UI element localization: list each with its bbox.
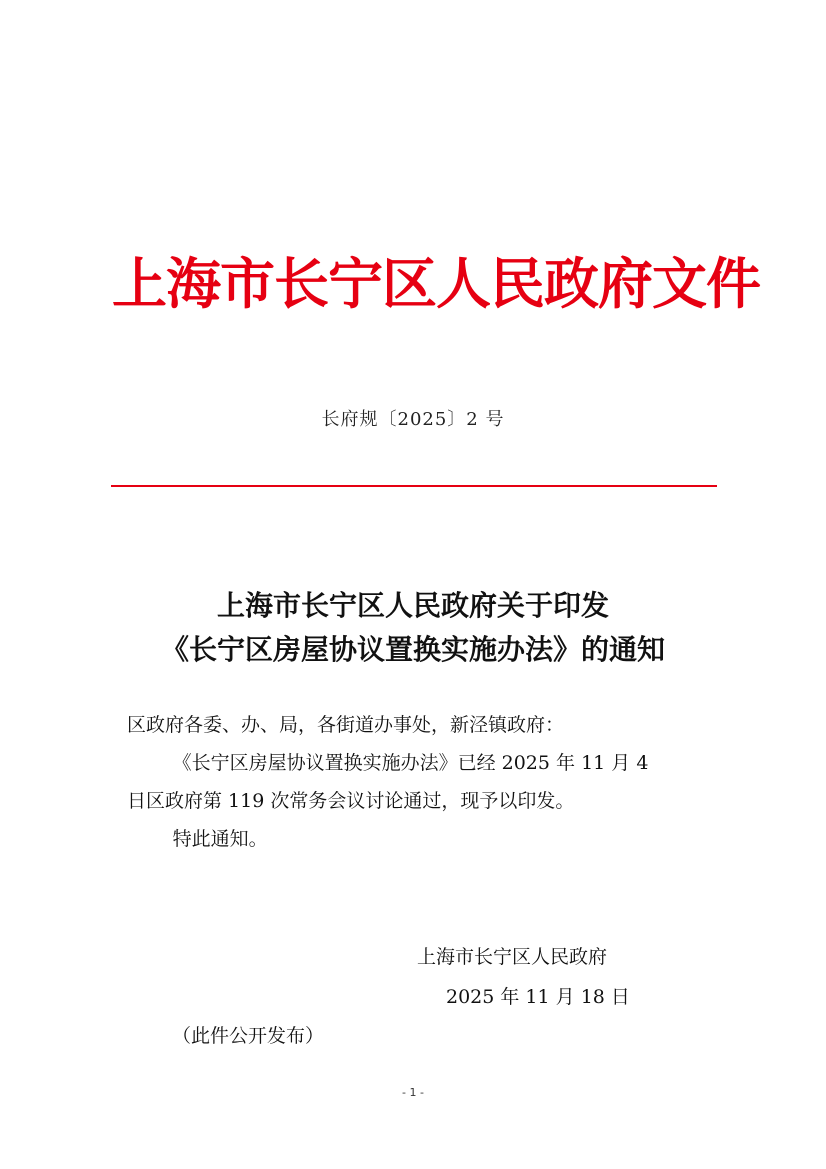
notice-title	[0, 584, 826, 672]
notice-body	[127, 706, 727, 858]
page-number: - 1 -	[402, 1086, 424, 1099]
notice-title-line-2: 《长宁区房屋协议置换实施办法》的通知	[160, 633, 665, 666]
addressee-line: 区政府各委、办、局，各街道办事处，新泾镇政府：	[127, 714, 565, 736]
notice-title-line-1: 上海市长宁区人民政府关于印发	[216, 589, 609, 622]
disclosure-note: （此件公开发布）	[172, 1025, 325, 1047]
document-header-title: 上海市长宁区人民政府文件	[112, 251, 761, 316]
issue-date: 2025 年 11 月 18 日	[446, 986, 630, 1008]
document-number: 长府规〔2025〕2 号	[321, 409, 505, 430]
body-paragraph-line-2: 日区政府第 119 次常务会议讨论通过，现予以印发。	[127, 790, 575, 812]
body-paragraph-line-1: 《长宁区房屋协议置换实施办法》已经 2025 年 11 月 4	[172, 752, 649, 774]
closing-line: 特此通知。	[172, 828, 268, 850]
header-red-rule	[111, 485, 717, 487]
issuer-signature: 上海市长宁区人民政府	[417, 946, 608, 968]
